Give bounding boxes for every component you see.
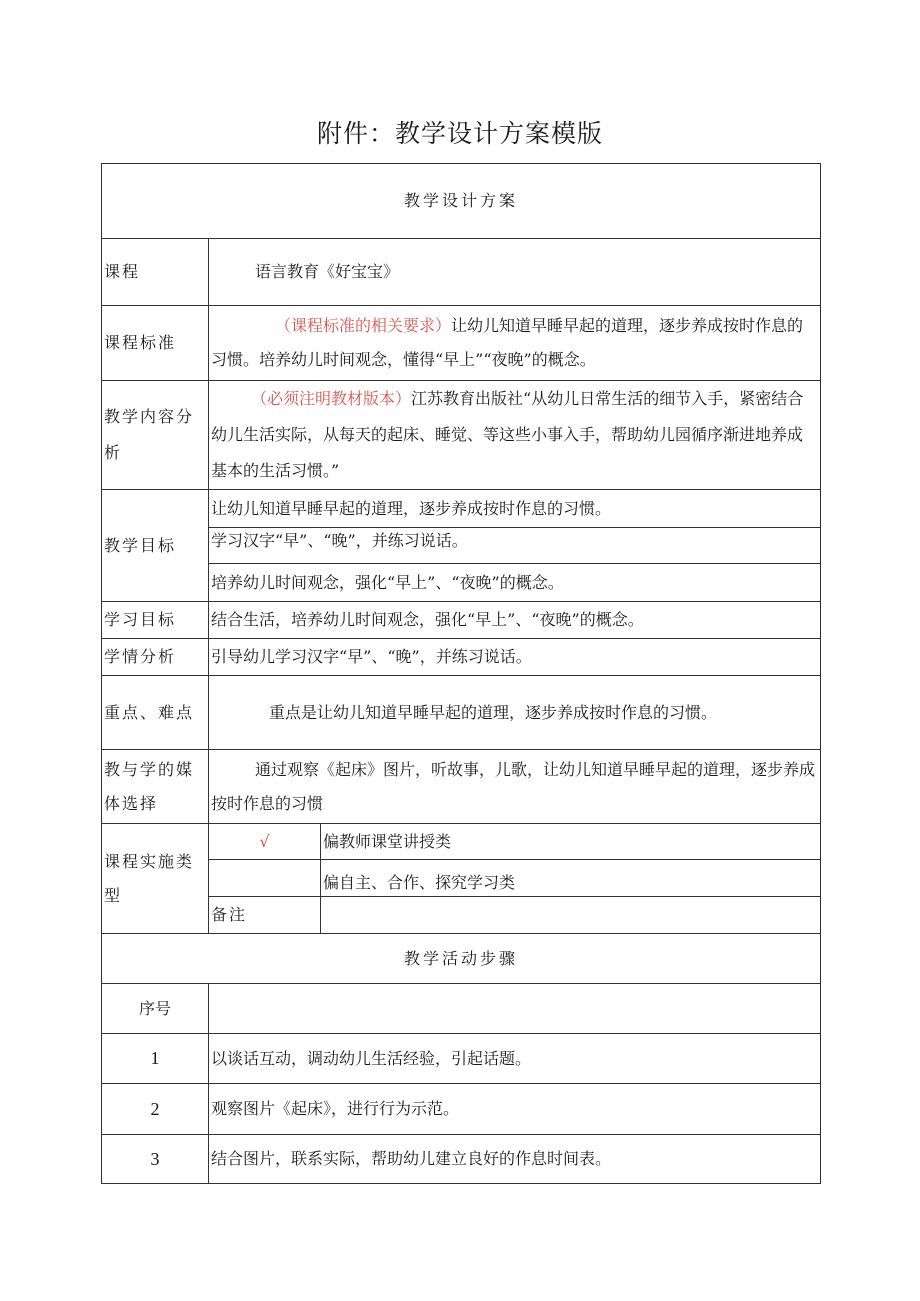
content-analysis-text: 江苏教育出版社“从幼儿日常生活的细节入手，紧密结合幼儿生活实际，从每天的起床、睡觉、等这些小事入手，帮助幼儿园循序渐进地养成基本的生活习惯。”: [211, 389, 804, 480]
learner-analysis-row: [102, 639, 821, 676]
teaching-goal-row-3: [102, 564, 821, 602]
content-analysis-note: （必须注明教材版本）: [251, 389, 412, 408]
media-value: 通过观察《起床》图片，听故事，儿歌，让幼儿知道早睡早起的道理，逐步养成按时作息的习惯: [211, 759, 816, 813]
impl-remark-label: 备注: [209, 897, 321, 934]
step-row: [102, 1034, 821, 1084]
impl-remark-row: [102, 897, 821, 934]
impl-remark-value: [321, 897, 821, 934]
impl-option-1-mark: √: [209, 824, 321, 860]
standard-cell: [209, 306, 821, 381]
course-row: [102, 239, 821, 306]
learning-goals-value: 结合生活，培养幼儿时间观念，强化“早上”、“夜晚”的概念。: [209, 602, 821, 639]
step-number: 3: [102, 1135, 209, 1184]
step-row: [102, 1084, 821, 1135]
learner-analysis-value: 引导幼儿学习汉字“早”、“晚”，并练习说话。: [209, 639, 821, 676]
key-points-value: 重点是让幼儿知道早睡早起的道理，逐步养成按时作息的习惯。: [209, 676, 821, 750]
key-points-row: [102, 676, 821, 750]
course-value: 语言教育《好宝宝》: [209, 239, 821, 306]
impl-option-2-text: 偏自主、合作、探究学习类: [321, 860, 821, 897]
impl-type-label: 课程实施类型: [102, 824, 209, 934]
teaching-goals-label: 教学目标: [102, 490, 209, 602]
document-title: 附件：教学设计方案模版: [316, 119, 603, 148]
steps-header-row: [102, 984, 821, 1034]
seq-label: 序号: [102, 984, 209, 1034]
content-analysis-label: 教学内容分析: [102, 381, 209, 490]
step-row: [102, 1135, 821, 1184]
media-cell: [209, 750, 821, 824]
standard-row: [102, 306, 821, 381]
teaching-goal-row-2: [102, 528, 821, 564]
impl-option-row-1: [102, 824, 821, 860]
teaching-goal-1: 让幼儿知道早睡早起的道理，逐步养成按时作息的习惯。: [209, 490, 821, 528]
step-text: 结合图片，联系实际，帮助幼儿建立良好的作息时间表。: [209, 1135, 821, 1184]
key-points-label: 重点、难点: [102, 676, 209, 750]
standard-text: 让幼儿知道早睡早起的道理，逐步养成按时作息的习惯。培养幼儿时间观念，懂得“早上”“夜晚”的概念。: [211, 316, 804, 369]
course-label: 课程: [102, 239, 209, 306]
impl-option-2-mark: [209, 860, 321, 897]
steps-header-blank: [209, 984, 821, 1034]
media-label: 教与学的媒体选择: [102, 750, 209, 824]
step-text: 以谈话互动，调动幼儿生活经验，引起话题。: [209, 1034, 821, 1084]
content-analysis-cell: [209, 381, 821, 490]
impl-option-row-2: [102, 860, 821, 897]
impl-option-1-text: 偏教师课堂讲授类: [321, 824, 821, 860]
content-analysis-row: [102, 381, 821, 490]
plan-header-row: [102, 164, 821, 239]
learner-analysis-label: 学情分析: [102, 639, 209, 676]
teaching-goal-3: 培养幼儿时间观念，强化“早上”、“夜晚”的概念。: [209, 564, 821, 602]
learning-goals-row: [102, 602, 821, 639]
learning-goals-label: 学习目标: [102, 602, 209, 639]
teaching-goal-2: 学习汉字“早”、“晚”，并练习说话。: [209, 528, 821, 564]
plan-header: 教学设计方案: [102, 164, 821, 239]
activity-header: 教学活动步骤: [102, 934, 821, 984]
media-row: [102, 750, 821, 824]
step-number: 2: [102, 1084, 209, 1135]
activity-header-row: [102, 934, 821, 984]
step-text: 观察图片《起床》，进行行为示范。: [209, 1084, 821, 1135]
standard-label: 课程标准: [102, 306, 209, 381]
teaching-plan-table: [101, 163, 821, 1184]
standard-note: （课程标准的相关要求）: [275, 316, 452, 335]
step-number: 1: [102, 1034, 209, 1084]
teaching-goal-row-1: [102, 490, 821, 528]
